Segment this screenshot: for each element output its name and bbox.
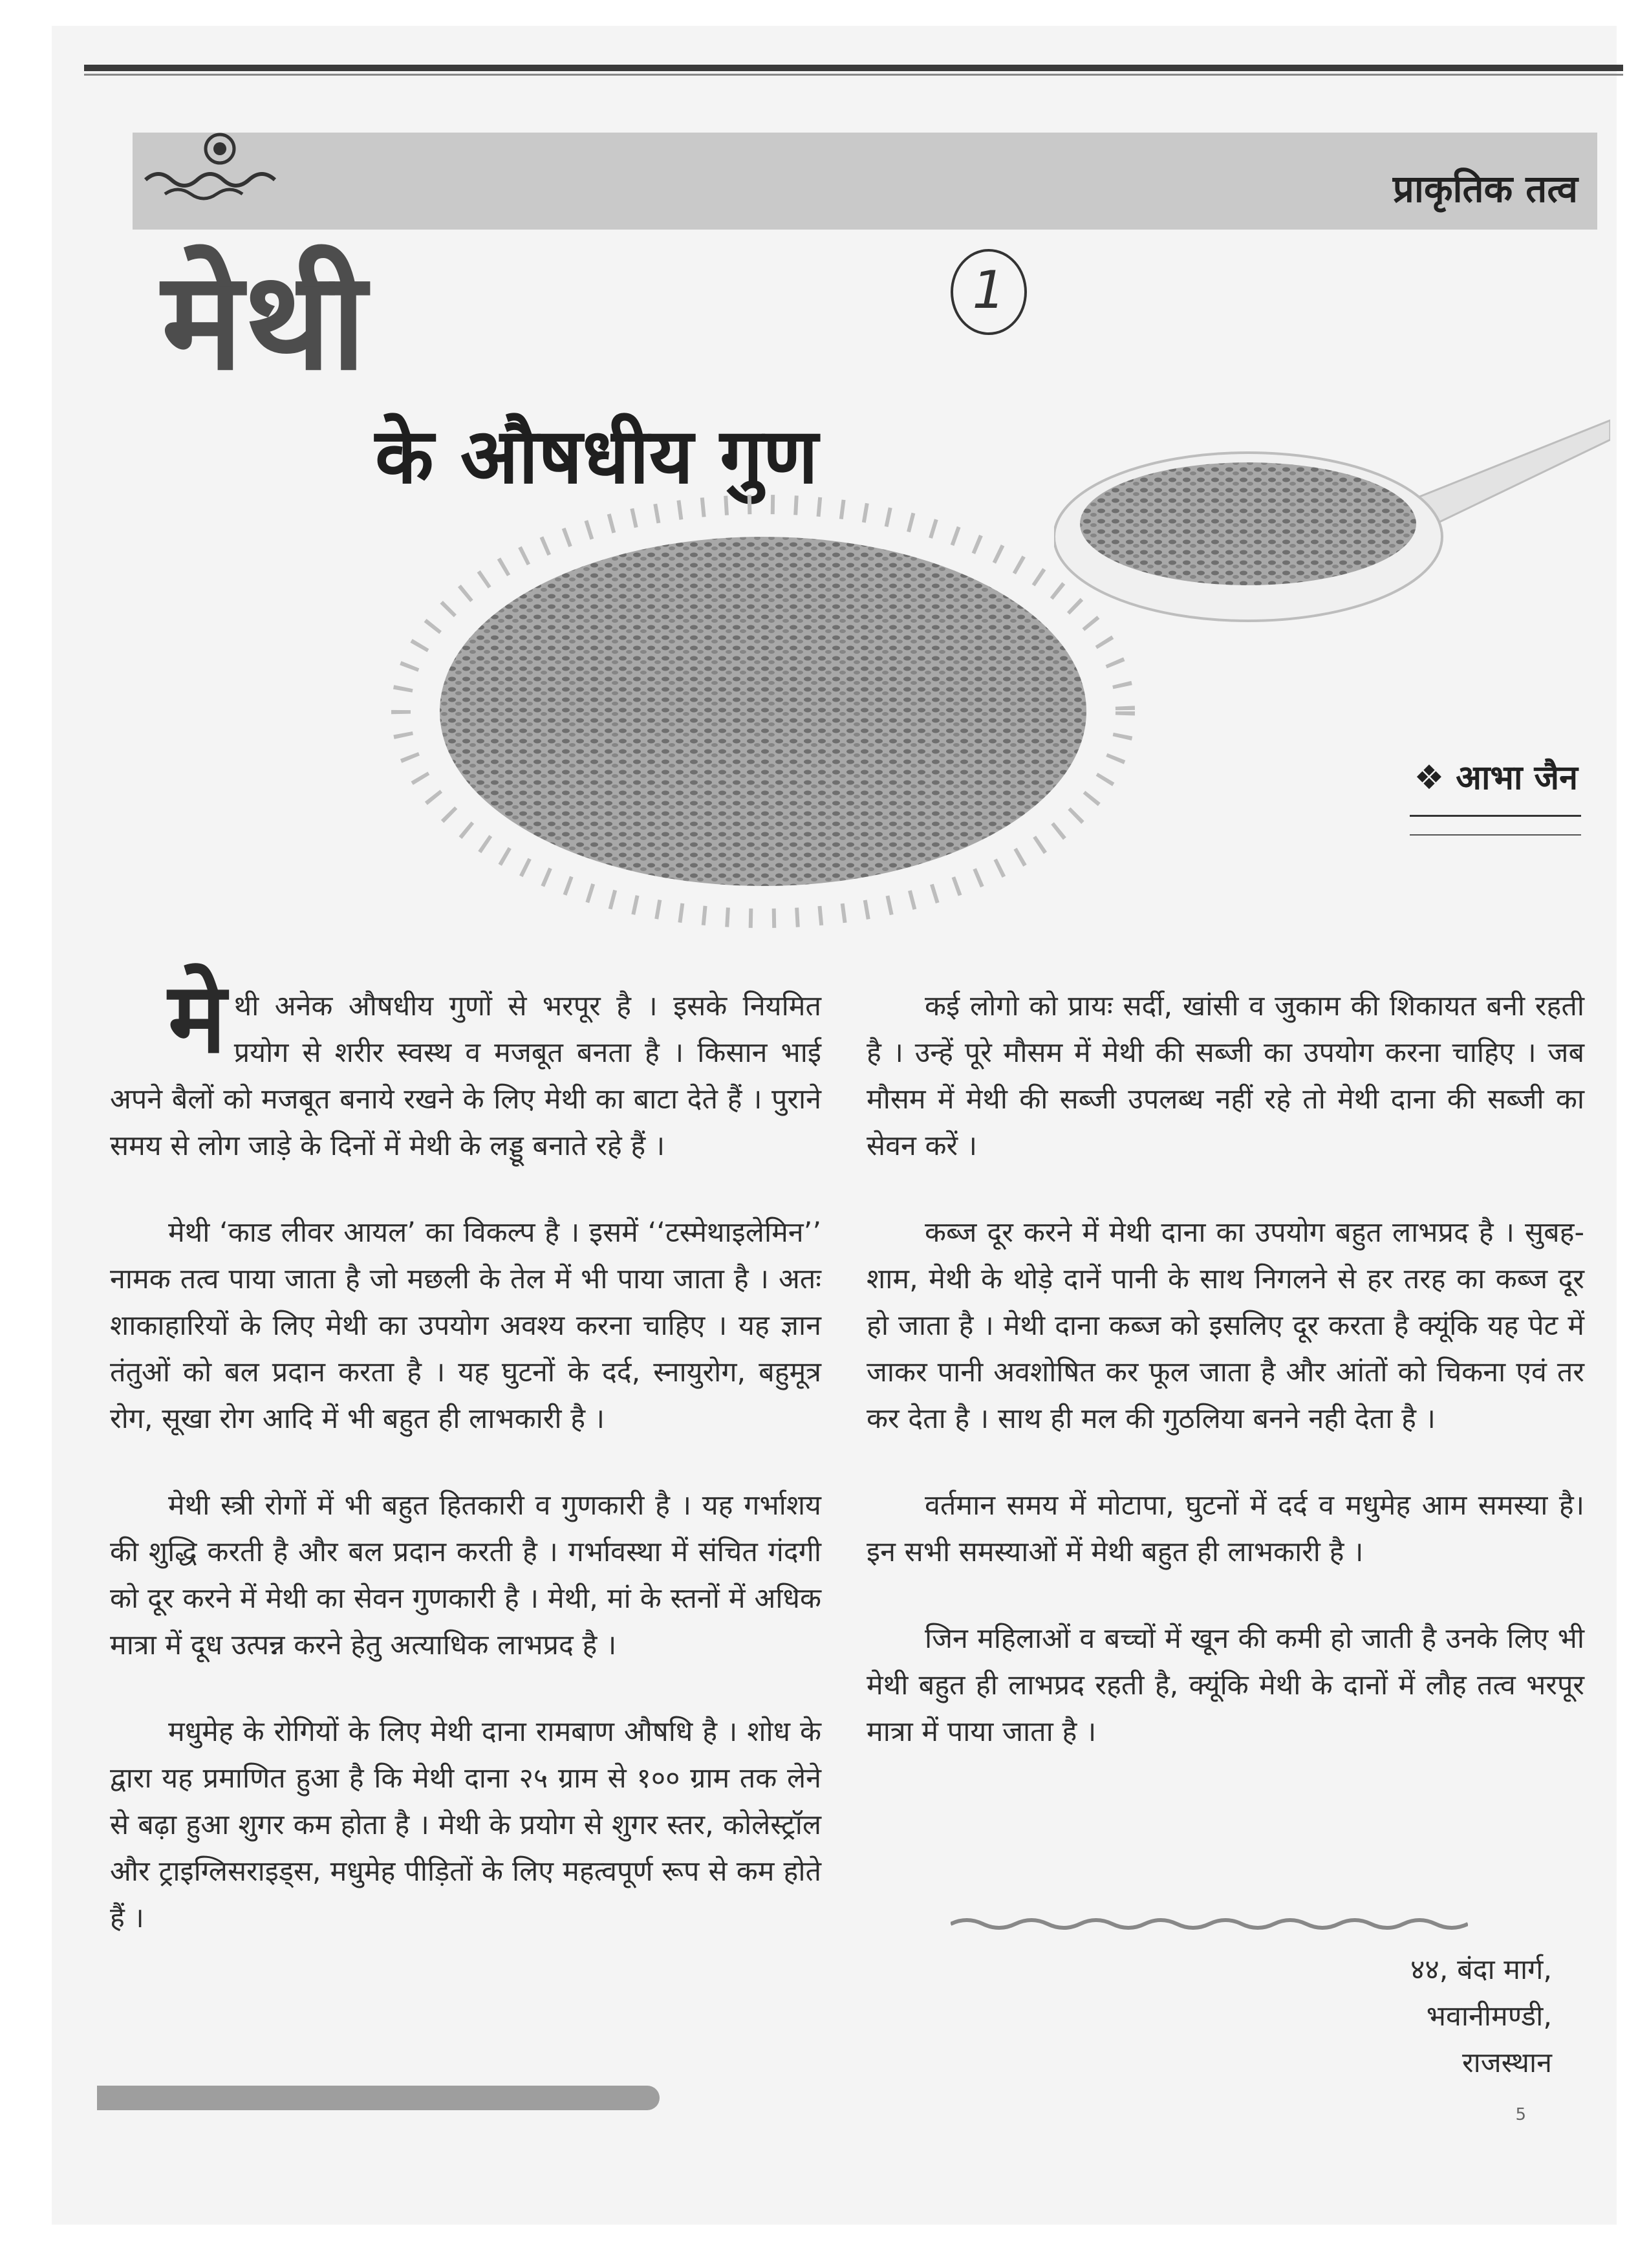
paragraph: वर्तमान समय में मोटापा, घुटनों में दर्द व मधुमेह आम समस्या है। इन सभी समस्याओं में मेथी बहुत ही लाभकारी है । [867,1489,1584,1568]
wave-divider [951,1914,1468,1934]
author-byline: ❖ आभा जैन [1414,759,1578,797]
right-column [867,983,1584,1795]
header-band [133,133,1597,230]
left-column [110,962,821,1982]
section-label: प्राकृतिक तत्व [1392,167,1578,211]
drop-cap: मे [168,962,226,1075]
paragraph: मेथी ‘काड लीवर आयल’ का विकल्प है । इसमें ‘‘टस्मेथाइलेमिन’’ नामक तत्व पाया जाता है जो मछली के तेल में भी पाया जाता है । अतः शाकाहारियों के लिए मेथी का उपयोग अवश्य करना चाहिए । यह ज्ञान तंतुओं को बल प्रदान करता है । यह घुटनों के दर्द, स्नायुरोग, बहुमूत्र रोग, सूखा रोग आदि में भी बहुत ही लाभकारी है । [110,1216,821,1435]
paragraph: मेथी अनेक औषधीय गुणों से भरपूर है । इसके नियमित प्रयोग से शरीर स्वस्थ व मजबूत बनता है । किसान भाई अपने बैलों को मजबूत बनाये रखने के लिए मेथी का बाटा देते हैं । पुराने समय से लोग जाड़े के दिनों में मेथी के लड्डू बनाते रहे हैं । [110,962,821,1162]
paragraph: कब्ज दूर करने में मेथी दाना का उपयोग बहुत लाभप्रद है । सुबह-शाम, मेथी के थोड़े दानें पानी के साथ निगलने से हर तरह का कब्ज दूर हो जाता है । मेथी दाना कब्ज को इसलिए दूर करता है क्यूंकि यह पेट में जाकर पानी अवशोषित कर फूल जाता है और आंतों को चिकना एवं तर कर देता है । साथ ही मल की गुठलिया बनने नही देता है । [867,1216,1584,1435]
spoon-with-seeds-image [1054,414,1610,647]
handwritten-annotation: 1 [951,249,1027,335]
address-line: भवानीमण्डी, [1426,2000,1552,2033]
author-rule [1410,815,1581,817]
address-line: ४४, बंदा मार्ग, [1410,1954,1552,1986]
top-rule-thin [84,74,1623,76]
footer-strip [97,2086,660,2110]
page-number: 5 [1515,2105,1526,2124]
top-rule [84,65,1623,71]
author-rule-thin [1410,834,1581,836]
author-address [1410,1947,1552,2086]
paragraph: कई लोगो को प्रायः सर्दी, खांसी व जुकाम की शिकायत बनी रहती है । उन्हें पूरे मौसम में मेथी की सब्जी का उपयोग करना चाहिए । जब मौसम में मेथी की सब्जी उपलब्ध नहीं रहे तो मेथी दाना की सब्जी का सेवन करें । [867,990,1584,1162]
paragraph: मधुमेह के रोगियों के लिए मेथी दाना रामबाण औषधि है । शोध के द्वारा यह प्रमाणित हुआ है कि मेथी दाना २५ ग्राम से १०० ग्राम तक लेने से बढ़ा हुआ शुगर कम होता है । मेथी के प्रयोग से शुगर स्तर, कोलेस्ट्रॉल और ट्राइग्लिसराइड्स, मधुमेह पीड़ितों के लिए महत्वपूर्ण रूप से कम होते हैं । [110,1716,821,1934]
paragraph: जिन महिलाओं व बच्चों में खून की कमी हो जाती है उनके लिए भी मेथी बहुत ही लाभप्रद रहती है, क्यूंकि मेथी के दानों में लौह तत्व भरपूर मात्रा में पाया जाता है । [867,1623,1584,1748]
address-line: राजस्थान [1462,2047,1552,2079]
article-subtitle: के औषधीय गुण [375,411,819,501]
magazine-logo-icon [139,129,294,207]
article-title: मेथी [162,241,368,400]
paragraph: मेथी स्त्री रोगों में भी बहुत हितकारी व गुणकारी है । यह गर्भाशय की शुद्धि करती है और बल प्रदान करती है । गर्भावस्था में संचित गंदगी को दूर करने में मेथी का सेवन गुणकारी है । मेथी, मां के स्तनों में अधिक मात्रा में दूध उत्पन्न करने हेतु अत्याधिक लाभप्रद है । [110,1489,821,1661]
